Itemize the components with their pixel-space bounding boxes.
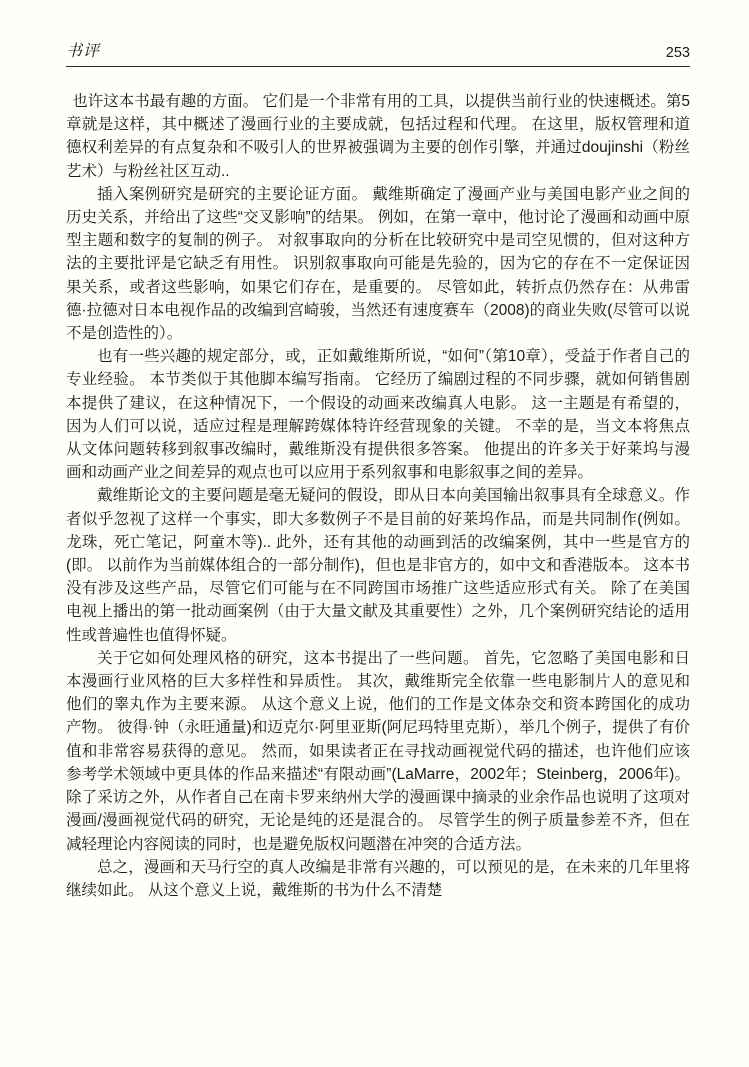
page-number: 253 (665, 45, 690, 61)
paragraph: 插入案例研究是研究的主要论证方面。 戴维斯确定了漫画产业与美国电影产业之间的历史关系，并给出了这些“交叉影响”的结果。 例如，在第一章中，他讨论了漫画和动画中原型主题和数字的复制的例子。 对叙事取向的分析在比较研究中是司空见惯的，但对这种方法的主要批评是它缺乏有用性。 识别叙事取向可能是先验的，因为它的存在不一定保证因果关系，或者这些影响，如果它们存在，是重要的。 尽管如此，转折点仍然存在：从弗雷德·拉德对日本电视作品的改编到宫崎骏，当然还有速度赛车（2008)的商业失败(尽管可以说不是创造性的）。 (66, 185, 690, 343)
running-title: 书评 (66, 43, 101, 60)
paragraph: 总之，漫画和天马行空的真人改编是非常有兴趣的，可以预见的是，在未来的几年里将继续如此。 从这个意义上说，戴维斯的书为什么不清楚 (66, 858, 690, 899)
paragraph: 戴维斯论文的主要问题是毫无疑问的假设，即从日本向美国输出叙事具有全球意义。作者似乎忽视了这样一个事实，即大多数例子不是目前的好莱坞作品，而是共同制作(例如。 龙珠，死亡笔记，阿童木等).. 此外，还有其他的动画到活的改编案例，其中一些是官方的(即。 以前作为当前媒体组合的一部分制作)，但也是非官方的，如中文和香港版本。 这本书没有涉及这些产品，尽管它们可能与在不同跨国市场推广这些适应形式有关。 除了在美国电视上播出的第一批动画案例（由于大量文献及其重要性）之外，几个案例研究结论的适用性或普遍性也值得怀疑。 (66, 487, 690, 644)
paragraph: 也有一些兴趣的规定部分，或，正如戴维斯所说，“如何”（第10章），受益于作者自己的专业经验。 本节类似于其他脚本编写指南。 它经历了编剧过程的不同步骤，就如何销售剧本提供了建议，在这种情况下，一个假设的动画来改编真人电影。 这一主题是有希望的，因为人们可以说，适应过程是理解跨媒体特许经营现象的关键。 不幸的是，当文本将焦点从文体问题转移到叙事改编时，戴维斯没有提供很多答案。 他提出的许多关于好莱坞与漫画和动画产业之间差异的观点也可以应用于系列叙事和电影叙事之间的差异。 (66, 348, 690, 482)
paragraph: 关于它如何处理风格的研究，这本书提出了一些问题。 首先，它忽略了美国电影和日本漫画行业风格的巨大多样性和异质性。 其次，戴维斯完全依靠一些电影制片人的意见和他们的睾丸作为主要来源。 从这个意义上说，他们的工作是文体杂交和资本跨国化的成功产物。 彼得·钟（永旺通量)和迈克尔·阿里亚斯(阿尼玛特里克斯），举几个例子，提供了有价值和非常容易获得的意见。 然而，如果读者正在寻找动画视觉代码的描述，也许他们应该参考学术领域中更具体的作品来描述“有限动画”(LaMarre，2002年；Steinberg，2006年)。 除了采访之外，从作者自己在南卡罗来纳州大学的漫画课中摘录的业余作品也说明了这项对漫画/漫画视觉代码的研究，无论是纯的还是混合的。 尽管学生的例子质量参差不齐，但在减轻理论内容阅读的同时，也是避免版权问题潜在冲突的合适方法。 (66, 649, 690, 853)
paragraph: 也许这本书最有趣的方面。 它们是一个非常有用的工具，以提供当前行业的快速概述。第5章就是这样，其中概述了漫画行业的主要成就，包括过程和代理。 在这里，版权管理和道德权利差异的有点复杂和不吸引人的世界被强调为主要的创作引擎，并通过doujinshi（粉丝艺术）与粉丝社区互动.. (66, 93, 690, 180)
document-body (66, 90, 690, 902)
page-header (66, 38, 690, 67)
